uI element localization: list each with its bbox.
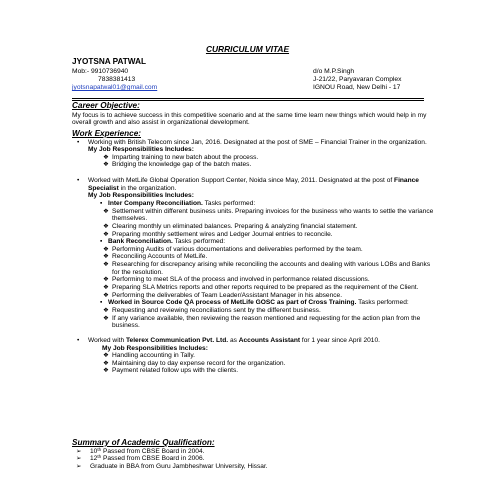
list-item: ❖ Preparing SLA Metrics reports and other reports required to be prepared as the requirement of the Client. <box>103 284 419 292</box>
experience-heading: Work Experience: <box>72 129 142 138</box>
job-description: Working with British Telecom since Jan, 2016. Designated at the post of SME – Financial Trainer in the organization. <box>88 138 427 146</box>
diamond-bullet-icon: ❖ <box>103 207 109 215</box>
job-entry-british-telecom <box>72 139 434 154</box>
list-item: ❖ Handling accounting in Tally. <box>103 352 195 360</box>
diamond-bullet-icon: ❖ <box>103 153 109 161</box>
objective-text: My focus is to achieve success in this competitive scenario and at the same time learn new things which would help in my overall growth and also assist in organizational development. <box>72 111 427 127</box>
arrow-bullet-icon: ➢ <box>76 455 82 463</box>
diamond-bullet-icon: ❖ <box>103 261 109 269</box>
subsection-source-code-qa: ▪ Worked in Source Code QA process of MetLife GOSC as part of Cross Training. Tasks performed: <box>100 299 409 307</box>
mobile-number-alt: 7838381413 <box>98 76 136 84</box>
document-title: CURRICULUM VITAE <box>205 44 290 54</box>
diamond-bullet-icon: ❖ <box>103 276 109 284</box>
list-item: ❖ Maintaining day to day expense record for the organization. <box>103 359 286 367</box>
diamond-bullet-icon: ❖ <box>103 359 109 367</box>
candidate-name: JYOTSNA PATWAL <box>72 57 146 66</box>
round-bullet-icon: • <box>77 138 80 146</box>
list-item: ❖ Performing Audits of various documentations and deliverables performed by the team. <box>103 245 363 253</box>
diamond-bullet-icon: ❖ <box>103 306 109 314</box>
job-description: Worked with Telerex Communication Pvt. Ltd. as Accounts Assistant for 1 year since April 2010. <box>88 336 380 344</box>
list-item: ❖ Requesting and reviewing reconciliations sent by the different business. <box>103 306 321 314</box>
list-item: ❖ If any variance available, then reviewing the reason mentioned and requesting for the action plan from the business. <box>103 314 421 330</box>
responsibilities-label: My Job Responsibilities Includes: <box>88 146 194 154</box>
square-bullet-icon: ▪ <box>100 299 103 307</box>
list-item: ❖ Performing to meet SLA of the process and involved in performance related discussions. <box>103 276 370 284</box>
list-item: ❖ Clearing monthly un eliminated balances. Preparing & analyzing financial statement. <box>103 222 358 230</box>
diamond-bullet-icon: ❖ <box>103 352 109 360</box>
objective-section <box>72 101 434 127</box>
list-item: ❖ Payment related follow ups with the clients. <box>103 367 239 375</box>
diamond-bullet-icon: ❖ <box>103 367 109 375</box>
square-bullet-icon: ▪ <box>100 238 103 246</box>
round-bullet-icon: • <box>77 177 80 185</box>
contact-block-left <box>72 68 157 92</box>
diamond-bullet-icon: ❖ <box>103 222 109 230</box>
academic-heading: Summary of Academic Qualification: <box>72 438 215 447</box>
list-item: ❖ Imparting training to new batch about the process. <box>103 153 259 161</box>
list-item: ❖ Performing the deliverables of Team Leader/Assistant Manager in his absence. <box>103 291 343 299</box>
job-entry-metlife <box>72 177 434 200</box>
divider-line <box>72 98 424 99</box>
job-description: Worked with MetLife Global Operation Support Center, Noida since May, 2011. Designated at the post of Finance Specialist in the organization. <box>88 177 419 192</box>
contact-block-right <box>313 68 401 92</box>
list-item: ➢ 12th Passed from CBSE Board in 2006. <box>76 454 205 463</box>
list-item: ❖ Settlement within different business units. Preparing invoices for the business who wants to settle the variance themselves. <box>103 207 434 223</box>
list-item: ➢ 10th Passed from CBSE Board in 2004. <box>76 446 205 455</box>
diamond-bullet-icon: ❖ <box>103 284 109 292</box>
diamond-bullet-icon: ❖ <box>103 253 109 261</box>
diamond-bullet-icon: ❖ <box>103 291 109 299</box>
list-item: ❖ Preparing monthly settlement wires and Ledger Journal entries to reconcile. <box>103 230 333 238</box>
list-item: ❖ Researching for discrepancy arising while reconciling the accounts and dealing with various LOBs and Banks for the resolution. <box>103 261 431 276</box>
email-link[interactable]: jyotsnapatwal01@gmail.com <box>72 84 158 92</box>
objective-heading: Career Objective: <box>72 101 140 110</box>
parent-name: d/o M.P.Singh <box>313 68 355 75</box>
list-item: ➢ Graduate in BBA from Guru Jambheshwar University, Hissar. <box>76 462 268 470</box>
diamond-bullet-icon: ❖ <box>103 245 109 253</box>
subsection-inter-company: ▪ Inter Company Reconciliation. Tasks performed: <box>100 200 256 207</box>
round-bullet-icon: • <box>77 336 80 344</box>
diamond-bullet-icon: ❖ <box>103 161 109 169</box>
address-line-2: IGNOU Road, New Delhi - 17 <box>313 84 401 92</box>
square-bullet-icon: ▪ <box>100 200 103 207</box>
responsibilities-label: My Job Responsibilities Includes: <box>102 344 208 352</box>
mobile-number: Mob:- 9910736940 <box>72 68 129 75</box>
diamond-bullet-icon: ❖ <box>103 314 109 322</box>
arrow-bullet-icon: ➢ <box>76 447 82 455</box>
list-item: ❖ Bridging the knowledge gap of the batch mates. <box>103 161 252 169</box>
list-item: ❖ Reconciling Accounts of MetLife. <box>103 253 208 261</box>
subsection-bank-reconciliation: ▪ Bank Reconciliation. Tasks performed: <box>100 238 226 246</box>
job-entry-telerex <box>72 337 434 352</box>
academic-section <box>72 438 434 470</box>
experience-section <box>72 129 434 375</box>
address-line-1: J-21/22, Paryavaran Complex <box>313 76 402 84</box>
arrow-bullet-icon: ➢ <box>76 462 82 470</box>
diamond-bullet-icon: ❖ <box>103 230 109 238</box>
responsibilities-label: My Job Responsibilities Includes: <box>88 192 194 200</box>
